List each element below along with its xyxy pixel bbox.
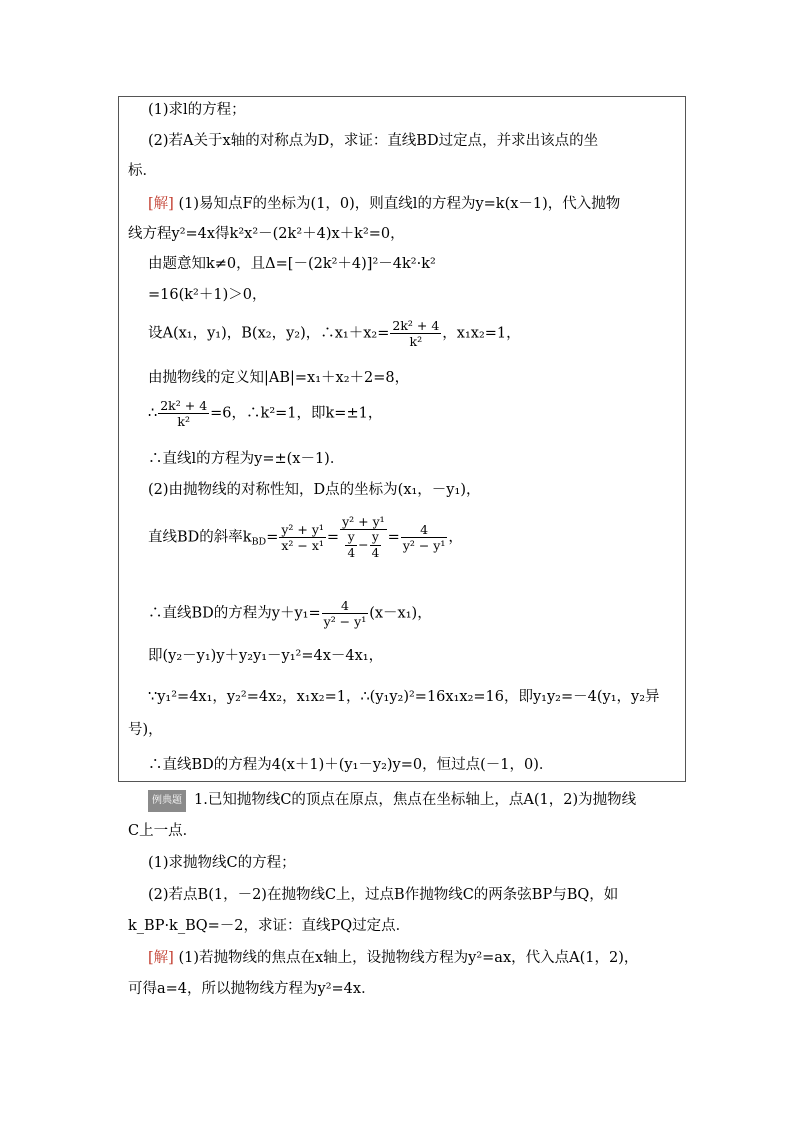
solution-line-12: 即(y₂－y₁)y＋y₂y₁－y₁²=4x－4x₁，	[148, 648, 384, 664]
fraction: $\frac{\text{2k² + 4}}{\text{k²}}$	[392, 318, 440, 349]
example-question-1: (1)求抛物线C的方程；	[148, 855, 296, 871]
solution-line-8: ∴直线l的方程为y=±(x－1)．	[148, 451, 345, 467]
fraction: $\frac{\text{y² + y¹}}{\text{x² − x¹}}$	[281, 522, 324, 553]
example-question-2-line-1: (2)若点B(1，－2)在抛物线C上，过点B作抛物线C的两条弦BP与BQ，如	[148, 887, 619, 903]
example-line-2: C上一点．	[128, 823, 198, 839]
solution-line-5: 设A(x₁，y₁)，B(x₂，y₂)，∴x₁＋x₂= $\frac{\text{2k² + 4}}{\text{k²}}$ ，x₁x₂=1，	[148, 318, 521, 349]
example-tag: 例典题	[148, 790, 186, 812]
fraction: $\frac{y}{4}$	[347, 530, 356, 560]
example-solution-label: [解]	[148, 950, 174, 966]
solution-line-4: =16(k²＋1)＞0，	[148, 287, 267, 303]
example-solution-line-2: 可得a=4，所以抛物线方程为y²=4x．	[128, 981, 376, 997]
example-line-1: 例典题 1.已知抛物线C的顶点在原点，焦点在坐标轴上，点A(1，2)为抛物线	[148, 790, 636, 812]
solution-line-15: ∴直线BD的方程为4(x＋1)＋(y₁－y₂)y=0，恒过点(－1，0)．	[148, 757, 554, 773]
solution-line-3: 由题意知k≠0，且Δ=[－(2k²＋4)]²－4k²·k²	[148, 256, 436, 272]
solution-line-2: 线方程y²=4x得k²x²－(2k²＋4)x＋k²=0，	[128, 226, 405, 242]
fraction: $\frac{y}{4}$	[371, 530, 380, 560]
example-question-2-line-2: k_BP·k_BQ=－2，求证：直线PQ过定点．	[128, 918, 411, 934]
question-2-line-2: 标．	[128, 163, 157, 179]
solution-line-14: 号)，	[128, 722, 163, 738]
solution-line-13: ∵y₁²=4x₁，y₂²=4x₂，x₁x₂=1，∴(y₁y₂)²=16x₁x₂=16，即y₁y₂=－4(y₁，y₂异	[148, 689, 660, 705]
fraction: $\frac{4}{\text{y² − y¹}}$	[323, 598, 367, 629]
solution-line-9: (2)由抛物线的对称性知，D点的坐标为(x₁，－y₁)，	[148, 482, 481, 498]
fraction: $\frac{4}{\text{y² − y¹}}$	[402, 522, 446, 553]
solution-line-10: 直线BD的斜率$k_{BD}=$ $\frac{\text{y² + y¹}}{\text{x² − x¹}}$ = y² + y¹ $\frac{y}{4}$ − $\frac{y}{4}$ = $\frac{4}{\text{y² − y¹}}$ ，	[148, 514, 463, 560]
fraction: $\frac{\text{2k² + 4}}{\text{k²}}$	[160, 398, 208, 429]
solution-label: [解]	[148, 196, 174, 212]
question-1: (1)求l的方程；	[148, 102, 246, 118]
solution-line-11: ∴直线BD的方程为y＋y₁= $\frac{4}{\text{y² − y¹}}$ (x－x₁)，	[148, 598, 432, 629]
example-solution-line-1: [解] (1)若抛物线的焦点在x轴上，设抛物线方程为y²=ax，代入点A(1，2)，	[148, 950, 639, 966]
solution-line-7: ∴ $\frac{\text{2k² + 4}}{\text{k²}}$ =6，∴k²=1，即k=±1，	[148, 398, 383, 429]
solution-line-6: 由抛物线的定义知|AB|=x₁＋x₂＋2=8，	[148, 370, 410, 386]
question-2-line-1: (2)若A关于x轴的对称点为D，求证：直线BD过定点，并求出该点的坐	[148, 133, 599, 149]
solution-line-1: [解] (1)易知点F的坐标为(1，0)，则直线l的方程为y=k(x－1)，代入抛物	[148, 196, 621, 212]
fraction: y² + y¹ $\frac{y}{4}$ − $\frac{y}{4}$	[342, 514, 385, 560]
